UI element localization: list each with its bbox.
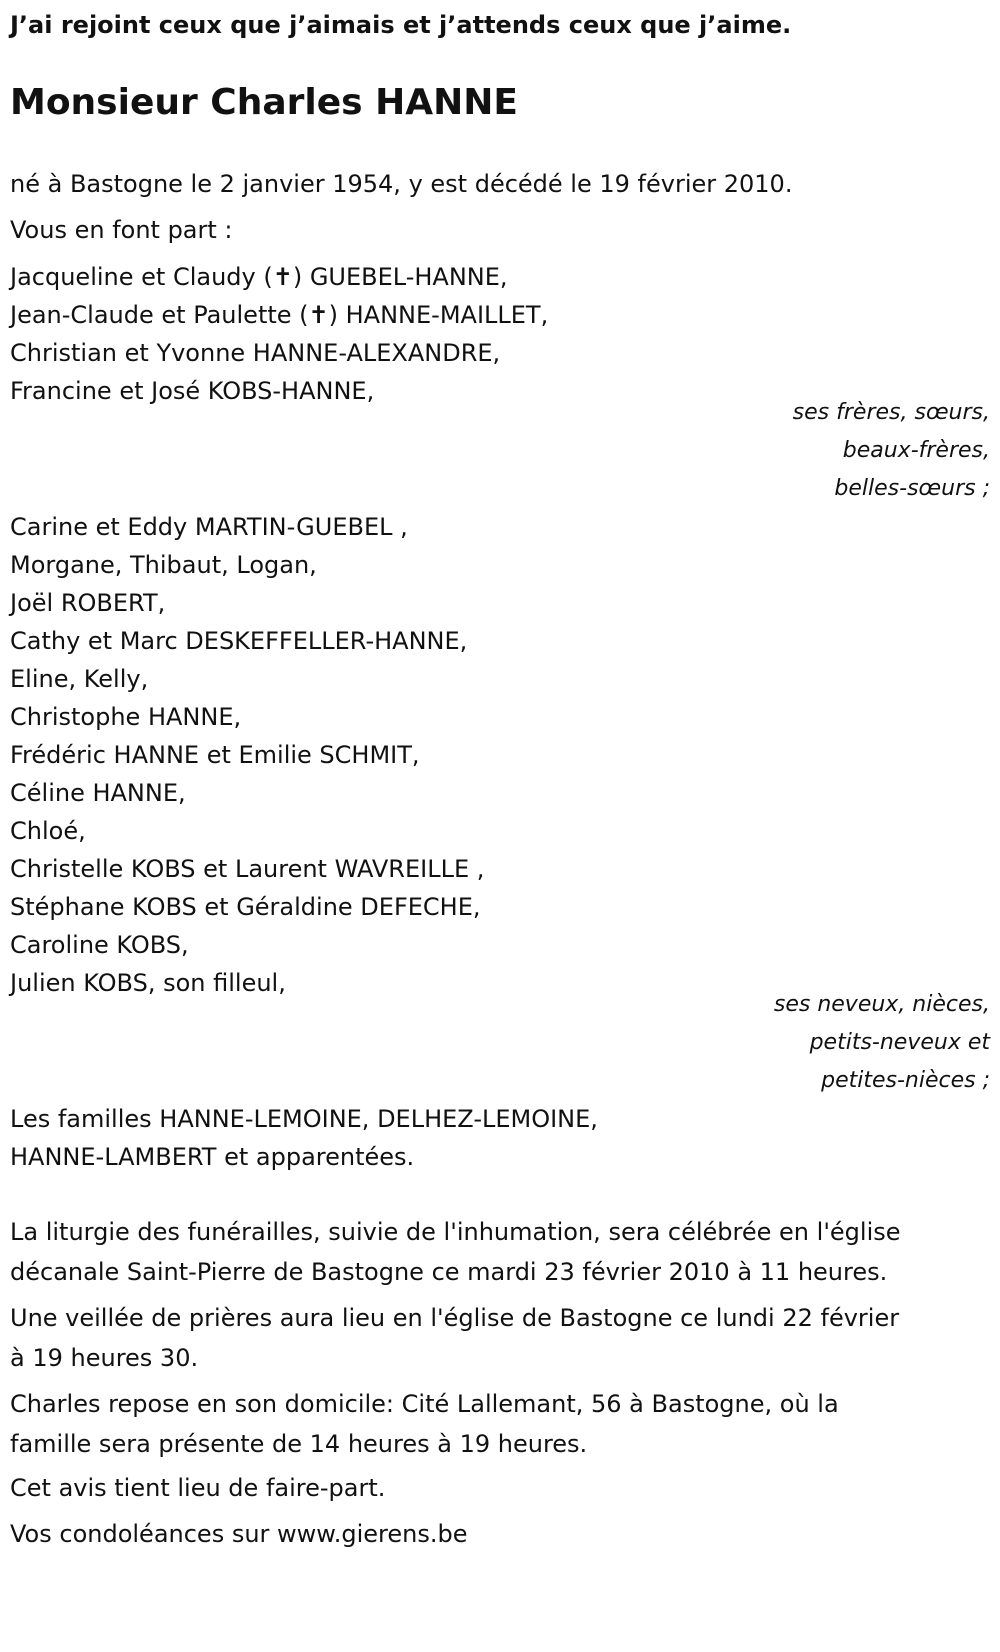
list-item: Christian et Yvonne HANNE-ALEXANDRE,: [10, 339, 501, 367]
announce-text: Vous en font part :: [10, 216, 233, 244]
condolences-paragraph: [10, 1514, 990, 1554]
families-line: HANNE-LAMBERT et apparentées.: [10, 1143, 415, 1171]
birth-death-text: né à Bastogne le 2 janvier 1954, y est décédé le 19 février 2010.: [10, 170, 793, 198]
vigil-paragraph: [10, 1298, 990, 1378]
condolences-text: Vos condoléances sur www.gierens.be: [10, 1520, 468, 1548]
list-item: Frédéric HANNE et Emilie SCHMIT,: [10, 741, 420, 769]
role-line: petits-neveux et: [809, 1030, 990, 1055]
list-item: Jacqueline et Claudy (✝) GUEBEL-HANNE,: [10, 263, 508, 291]
list-item: Chloé,: [10, 817, 86, 845]
role-line: petites-nièces ;: [821, 1068, 990, 1093]
list-item: Jean-Claude et Paulette (✝) HANNE-MAILLET,: [10, 301, 549, 329]
list-item: Francine et José KOBS-HANNE,: [10, 377, 375, 405]
list-item: Céline HANNE,: [10, 779, 186, 807]
vigil-line: Une veillée de prières aura lieu en l'église de Bastogne ce lundi 22 février: [10, 1304, 900, 1332]
list-item: Cathy et Marc DESKEFFELLER-HANNE,: [10, 627, 468, 655]
list-item: Christophe HANNE,: [10, 703, 242, 731]
vigil-line: à 19 heures 30.: [10, 1344, 199, 1372]
list-item: Eline, Kelly,: [10, 665, 149, 693]
rest-line: Charles repose en son domicile: Cité Lallemant, 56 à Bastogne, où la: [10, 1390, 839, 1418]
liturgy-line: La liturgie des funérailles, suivie de l'inhumation, sera célébrée en l'église: [10, 1218, 901, 1246]
notice-text: Cet avis tient lieu de faire-part.: [10, 1474, 386, 1502]
list-item: Joël ROBERT,: [10, 589, 166, 617]
nephews-list: [10, 508, 990, 1002]
list-item: Carine et Eddy MARTIN-GUEBEL ,: [10, 513, 408, 541]
siblings-list: [10, 258, 990, 410]
list-item: Julien KOBS, son filleul,: [10, 969, 286, 997]
siblings-role: [590, 394, 990, 508]
list-item: Caroline KOBS,: [10, 931, 189, 959]
families-paragraph: [10, 1100, 990, 1176]
epigraph: J’ai rejoint ceux que j’aimais et j’attends ceux que j’aime.: [10, 11, 792, 39]
liturgy-paragraph: [10, 1212, 990, 1292]
role-line: ses neveux, nièces,: [773, 992, 990, 1017]
rest-line: famille sera présente de 14 heures à 19 heures.: [10, 1430, 588, 1458]
liturgy-line: décanale Saint-Pierre de Bastogne ce mardi 23 février 2010 à 11 heures.: [10, 1258, 888, 1286]
role-line: beaux-frères,: [842, 438, 990, 463]
birth-death-line: [10, 164, 990, 204]
families-line: Les familles HANNE-LEMOINE, DELHEZ-LEMOINE,: [10, 1105, 598, 1133]
rest-paragraph: [10, 1384, 990, 1464]
deceased-name: Monsieur Charles HANNE: [10, 82, 518, 123]
list-item: Morgane, Thibaut, Logan,: [10, 551, 317, 579]
notice-paragraph: [10, 1468, 990, 1508]
role-line: belles-sœurs ;: [834, 476, 990, 501]
list-item: Stéphane KOBS et Géraldine DEFECHE,: [10, 893, 481, 921]
role-line: ses frères, sœurs,: [792, 400, 990, 425]
list-item: Christelle KOBS et Laurent WAVREILLE ,: [10, 855, 485, 883]
nephews-role: [590, 986, 990, 1100]
announce-line: [10, 210, 990, 250]
